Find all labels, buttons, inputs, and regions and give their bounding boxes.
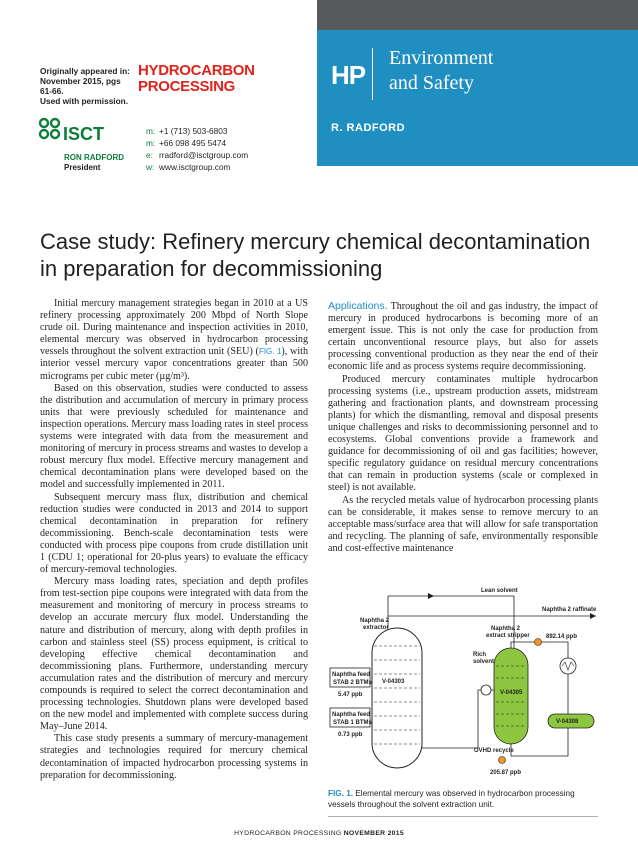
header-divider: [372, 48, 373, 100]
contact-line: [146, 149, 248, 161]
paragraph-text: Throughout the oil and gas industry, the impact of mercury in produced hydrocarbons is becoming more of an emergent issue. This is not only the case for production from certain unconventional resource plays, but also for assets processing conventional production as they near the end of their economic life and as process systems require decommissioning.: [328, 301, 598, 373]
label-feed1-ppb: 5.47 ppb: [338, 692, 363, 698]
label-v04308: V-04308: [556, 719, 579, 725]
label-stripper: Naphtha 2: [491, 626, 521, 632]
paragraph-text: Initial mercury management strategies began in 2010 at a US refinery processing approximately 200 Mbpd of North Slope crude oil. During maintenance and inspection activities in 2010, elemental mercury was observed in hydrocarbon processing vessels throughout the solvent extraction unit (SEU) (: [40, 298, 308, 358]
rich-solvent-line: [422, 690, 494, 748]
sample-point-icon: [499, 757, 506, 764]
publication-logo-line: PROCESSING: [138, 78, 236, 95]
paragraph: Produced mercury contaminates multiple hydrocarbon processing systems (i.e., upstream production assets, midstream gathering and fractionation plants, and downstream processing plants) for which the dismantling, removal and disposal presents unique challenges and risks to decommissioning personnel and to ecosystems. Global conventions provide a framework and guidance for decommissioning of oil and gas facilities; however, specific regulatory guidance on residual mercury concentrations that can remain in production systems (scale or complexed in steel) is not available.: [328, 373, 598, 494]
paragraph-text: ), with interior vessel mercury vapor concentrations greater than 500 micrograms per cubic meter (µg/m³).: [40, 346, 308, 382]
top-bar-right: [317, 0, 638, 30]
isct-logo-icon: [38, 117, 64, 145]
section-lead: Applications.: [328, 300, 388, 312]
contact-line: [146, 161, 248, 173]
label-feed1: STAB 2 BTMs: [333, 680, 372, 686]
extractor-vessel: [372, 628, 422, 768]
label-lean-solvent: Lean solvent: [481, 588, 518, 594]
hp-logo: HP: [331, 60, 366, 90]
reprint-line: November 2015, pgs 61-66.: [40, 76, 121, 96]
paragraph: Based on this observation, studies were conducted to assess the distribution and accumulation of mercury in primary process units that were previously scheduled for maintenance and inspection operations. Mercury mass loading rates in steel process systems were integrated with data from the measurement and monitoring of mercury in process streams and wastes to develop a robust mercury flux model. Effective mercury management and chemical decontamination plans were developed based on the model and successfully implemented in 2011.: [40, 382, 308, 491]
label-rich-solvent: Rich: [473, 652, 487, 658]
section-title-line: Environment: [389, 47, 494, 69]
section-title-line: and Safety: [389, 72, 474, 94]
label-v04305: V-04305: [500, 690, 523, 696]
reprint-line: Originally appeared in:: [40, 66, 130, 76]
arrow-icon: [590, 613, 596, 619]
label-v04303: V-04303: [382, 679, 405, 685]
stripper-vessel: [494, 648, 528, 744]
article-column-right: [328, 300, 598, 555]
article-title: Case study: Refinery mercury chemical decontamination in preparation for decommissioning: [40, 229, 591, 281]
label-rich-solvent: solvent: [473, 659, 495, 665]
label-205ppb: 205.87 ppb: [490, 770, 522, 776]
contact-name: RON RADFORD: [64, 153, 124, 162]
paragraph: [328, 300, 598, 374]
footer-issue: NOVEMBER 2015: [343, 830, 404, 837]
label-extractor: Naphtha 2: [360, 618, 390, 624]
label-feed2: STAB 1 BTMs: [333, 720, 372, 726]
contact-line: [146, 137, 248, 149]
contact-key: w:: [146, 162, 155, 172]
figure-caption-text: Elemental mercury was observed in hydrocarbon processing vessels throughout the solvent extraction unit.: [328, 789, 575, 809]
process-flow-diagram: [328, 578, 598, 786]
company-name: ISCT: [63, 124, 105, 144]
contact-key: m:: [146, 126, 156, 136]
label-extractor: extractor: [363, 625, 389, 631]
section-header-block: [317, 30, 638, 166]
contact-line: [146, 125, 248, 137]
author-name: R. RADFORD: [331, 122, 406, 134]
article-column-left: [40, 298, 308, 782]
contact-title: President: [64, 163, 101, 172]
label-stripper: extract stripper: [486, 633, 530, 639]
publication-logo-line: HYDROCARBON: [138, 62, 255, 79]
label-raffinate: Naphtha 2 raffinate: [542, 607, 597, 613]
reprint-line: Used with permission.: [40, 96, 129, 106]
page-footer: [0, 830, 638, 837]
paragraph: This case study presents a summary of mercury-management strategies and technologies required for mercury chemical decontamination of impacted hydrocarbon processing systems in preparation for decommissioning.: [40, 733, 308, 781]
section-title: [389, 46, 493, 96]
caption-divider: [328, 816, 598, 817]
figure-caption-label: FIG. 1.: [328, 789, 354, 798]
figure-reference[interactable]: FIG. 1: [258, 347, 282, 357]
paragraph: As the recycled metals value of hydrocarbon processing plants can be considerable, it makes sense to remove mercury to an acceptable mass/surface area that will allow for safe transportation and recycling. The planning of safe, environmentally responsible and cost-effective maintenance: [328, 494, 598, 554]
contact-key: e:: [146, 150, 153, 160]
label-feed2: Naphtha feed: [332, 712, 371, 718]
label-feed2-ppb: 0.73 ppb: [338, 732, 363, 738]
top-bar-left: [0, 0, 317, 30]
paragraph: Subsequent mercury mass flux, distribution and chemical reduction studies were conducted in 2013 and 2014 to support chemical decontamination in preparation for refinery decommissioning. Bench-scale decontamination tests were conducted with process pipe coupons from crude distillation unit 1 (CDU 1; operational for 20-plus years) to evaluate the efficacy of mercury-removal technologies.: [40, 491, 308, 576]
publication-logo: [138, 63, 255, 95]
arrow-icon: [428, 593, 434, 599]
phone-th[interactable]: +66 098 495 5474: [159, 138, 227, 148]
reprint-notice: [40, 66, 132, 106]
figure-caption: [328, 789, 598, 810]
paragraph: [40, 298, 308, 383]
footer-publication: HYDROCARBON PROCESSING: [234, 830, 342, 837]
label-892ppb: 892.14 ppb: [546, 634, 578, 640]
sample-point-icon: [535, 639, 542, 646]
label-feed1: Naphtha feed: [332, 672, 371, 678]
contact-key: m:: [146, 138, 156, 148]
condenser-icon: [560, 658, 576, 674]
email-link[interactable]: rradford@isctgroup.com: [159, 150, 249, 160]
paragraph: Mercury mass loading rates, speciation and depth profiles from test-section pipe coupons were integrated with data from the measurement and monitoring of mercury in process streams to develop an accurate mercury flux model. Understanding the nature and distribution of mercury, along with depth profiles in carbon and stainless steel (SS) process equipment, is critical to developing effective chemical decontamination and decommissioning plans. Furthermore, understanding mercury accumulation rates and the distribution of mercury and mercury compounds is required to select the correct decontamination and processing technologies. Shutdown plans were developed based on the new model and implemented with complete success during May–June 2014.: [40, 576, 308, 733]
contact-details: [146, 125, 248, 173]
label-ovhd: OVHD recycle: [474, 748, 514, 754]
website-link[interactable]: www.isctgroup.com: [159, 162, 231, 172]
pump-icon: [481, 685, 491, 695]
phone-us[interactable]: +1 (713) 503-6803: [159, 126, 228, 136]
